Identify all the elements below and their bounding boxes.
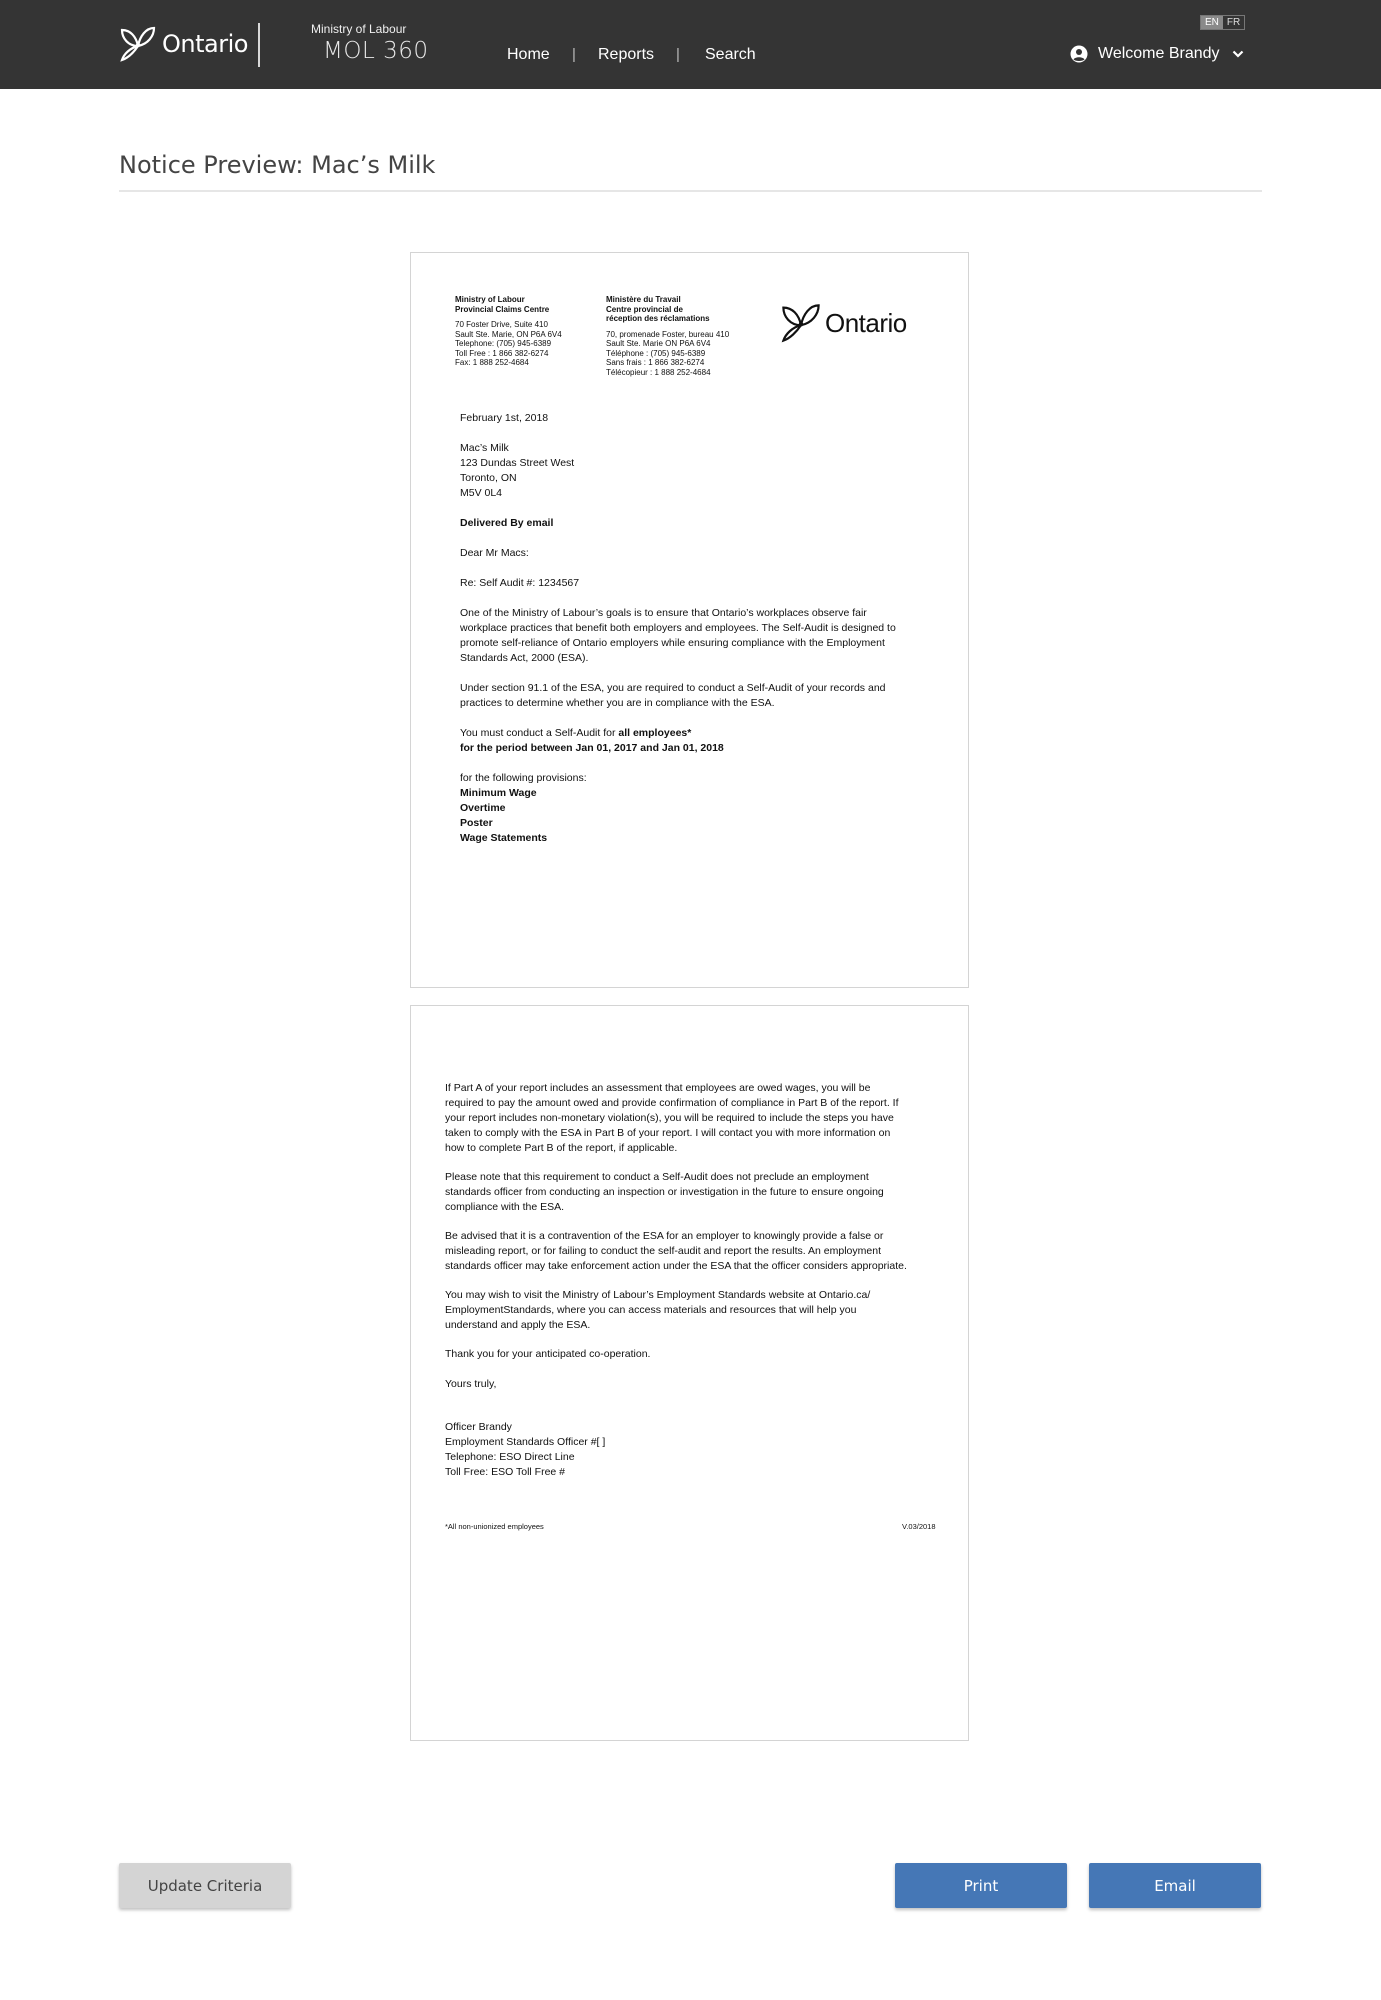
audit-scope-text: You must conduct a Self-Audit for xyxy=(460,727,619,739)
title-divider xyxy=(119,190,1262,192)
paragraph-line: Under section 91.1 of the ESA, you are required to conduct a Self-Audit of your records and xyxy=(460,682,886,694)
letterhead-line: Télécopieur : 1 888 252-4684 xyxy=(606,367,711,377)
recipient-line: Toronto, ON xyxy=(460,472,517,484)
paragraph-line: required to pay the amount owed and provide confirmation of compliance in Part B of the report. If xyxy=(445,1097,899,1109)
paragraph-line: misleading report, or for failing to conduct the self-audit and report the results. An employment xyxy=(445,1245,881,1257)
email-button[interactable]: Email xyxy=(1089,1863,1261,1908)
nav-reports[interactable]: Reports xyxy=(598,46,655,63)
provision-item: Minimum Wage xyxy=(460,787,537,799)
letterhead-line: Sans frais : 1 866 382-6274 xyxy=(606,358,705,367)
chevron-down-icon xyxy=(1232,50,1244,58)
letter-date: February 1st, 2018 xyxy=(460,412,549,424)
paragraph-line: compliance with the ESA. xyxy=(445,1201,565,1213)
closing-line: Yours truly, xyxy=(445,1378,497,1390)
salutation: Dear Mr Macs: xyxy=(460,547,529,559)
letterhead-line: Telephone: (705) 945-6389 xyxy=(455,339,552,348)
user-menu[interactable] xyxy=(1070,45,1254,63)
letterhead-line: 70 Foster Drive, Suite 410 xyxy=(455,320,548,329)
print-button[interactable]: Print xyxy=(895,1863,1067,1908)
paragraph-line: Be advised that it is a contravention of the ESA for an employer to knowingly provide a false or xyxy=(445,1230,884,1242)
provision-item: Poster xyxy=(460,817,493,829)
page-title: Notice Preview: Mac’s Milk xyxy=(119,151,436,179)
footnote: *All non-unionized employees xyxy=(445,1522,544,1531)
letter-logo-text: Ontario xyxy=(825,307,907,338)
letterhead-line: Sault Ste. Marie, ON P6A 6V4 xyxy=(455,329,562,339)
version-label: V.03/2018 xyxy=(902,1522,936,1531)
letterhead-org: Ministère du Travail xyxy=(606,295,681,304)
delivery-method: Delivered By email xyxy=(460,517,554,529)
paragraph-line: standards officer from conducting an inspection or investigation in the future to ensure ongoing xyxy=(445,1186,884,1198)
letter-ontario-logo xyxy=(779,301,907,345)
ministry-name: Ministry of Labour xyxy=(311,22,407,36)
audit-period: for the period between Jan 01, 2017 and Jan 01, 2018 xyxy=(460,742,724,754)
paragraph-line: standards officer may take enforcement action under the ESA that the officer considers appropriate. xyxy=(445,1260,907,1272)
welcome-label: Welcome Brandy xyxy=(1098,45,1220,62)
user-avatar-icon xyxy=(1070,45,1088,63)
letterhead-org: Ministry of Labour xyxy=(455,295,525,304)
signature-line: Telephone: ESO Direct Line xyxy=(445,1451,575,1463)
paragraph-line: Please note that this requirement to conduct a Self-Audit does not preclude an employment xyxy=(445,1171,869,1183)
reference-line: Re: Self Audit #: 1234567 xyxy=(460,577,580,589)
lang-fr[interactable]: FR xyxy=(1226,17,1241,28)
provision-item: Wage Statements xyxy=(460,832,548,844)
audit-scope-line xyxy=(460,726,691,741)
lang-en[interactable]: EN xyxy=(1201,16,1223,29)
signature-line: Officer Brandy xyxy=(445,1421,512,1433)
brand-name: Ontario xyxy=(162,30,248,58)
paragraph-line: One of the Ministry of Labour’s goals is to ensure that Ontario’s workplaces observe fair xyxy=(460,607,867,619)
provisions-intro: for the following provisions: xyxy=(460,772,587,784)
letterhead-org: réception des réclamations xyxy=(606,314,710,323)
app-name: MOL 360 xyxy=(323,38,429,64)
recipient-line: Mac’s Milk xyxy=(460,442,509,454)
paragraph-line: taken to comply with the ESA in Part B of your report. I will contact you with more information on xyxy=(445,1127,891,1139)
thanks-line: Thank you for your anticipated co-operation. xyxy=(445,1348,651,1360)
paragraph-line: EmploymentStandards, where you can access materials and resources that will help you xyxy=(445,1304,857,1316)
paragraph-line: how to complete Part B of the report, if applicable. xyxy=(445,1142,678,1154)
paragraph-line: your report includes non-monetary violation(s), you will be required to include the steps you have xyxy=(445,1112,894,1124)
notice-page-1 xyxy=(410,252,969,988)
letterhead-line: 70, promenade Foster, bureau 410 xyxy=(606,329,730,339)
letterhead-org: Provincial Claims Centre xyxy=(455,304,550,314)
trillium-icon xyxy=(779,301,823,345)
letterhead-line: Sault Ste. Marie ON P6A 6V4 xyxy=(606,339,711,348)
recipient-line: M5V 0L4 xyxy=(460,487,503,499)
header-divider xyxy=(258,23,260,67)
paragraph-line: If Part A of your report includes an assessment that employees are owed wages, you will be xyxy=(445,1082,871,1094)
nav-separator: | xyxy=(676,46,680,63)
trillium-icon xyxy=(118,24,158,64)
paragraph-line: You may wish to visit the Ministry of Labour’s Employment Standards website at Ontario.ca/ xyxy=(445,1289,871,1301)
french-letterhead xyxy=(606,295,729,377)
language-toggle xyxy=(1200,15,1245,30)
update-criteria-button[interactable]: Update Criteria xyxy=(119,1863,291,1908)
paragraph-line: practices to determine whether you are in compliance with the ESA. xyxy=(460,697,775,709)
notice-page-2 xyxy=(410,1005,969,1741)
audit-scope-employees: all employees* xyxy=(618,727,692,739)
letterhead-line: Toll Free : 1 866 382-6274 xyxy=(455,348,549,358)
recipient-line: 123 Dundas Street West xyxy=(460,457,575,469)
nav-search[interactable]: Search xyxy=(705,46,756,63)
top-navigation-bar xyxy=(0,0,1381,89)
signature-line: Toll Free: ESO Toll Free # xyxy=(445,1466,566,1478)
nav-home[interactable]: Home xyxy=(507,46,550,63)
paragraph-line: workplace practices that benefit both employers and employees. The Self-Audit is designed to xyxy=(460,622,896,634)
signature-line: Employment Standards Officer #[ ] xyxy=(445,1436,606,1448)
ontario-logo[interactable] xyxy=(118,20,248,68)
paragraph-line: promote self-reliance of Ontario employers while ensuring compliance with the Employment xyxy=(460,637,885,649)
provision-item: Overtime xyxy=(460,802,506,814)
paragraph-line: Standards Act, 2000 (ESA). xyxy=(460,652,589,664)
letterhead-line: Téléphone : (705) 945-6389 xyxy=(606,348,706,358)
english-letterhead xyxy=(455,295,562,368)
letterhead-line: Fax: 1 888 252-4684 xyxy=(455,358,529,367)
paragraph-line: understand and apply the ESA. xyxy=(445,1319,591,1331)
nav-separator: | xyxy=(572,46,576,63)
letterhead-org: Centre provincial de xyxy=(606,304,683,314)
